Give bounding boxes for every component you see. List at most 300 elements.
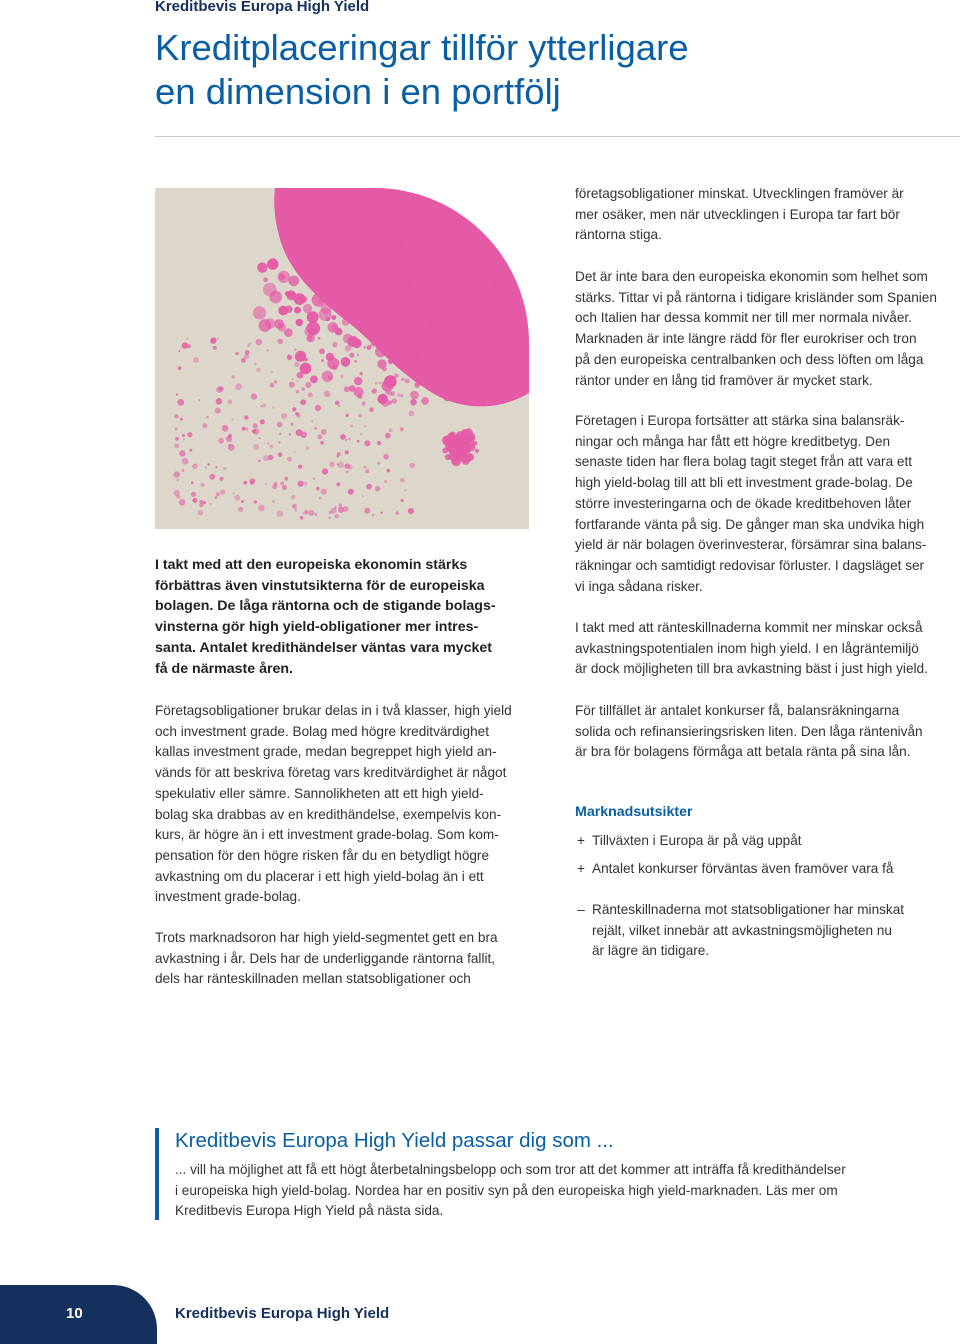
pigment-speck [387, 469, 391, 473]
pigment-speck [294, 451, 296, 453]
lead-line: I takt med att den europeiska ekonomin stärks [155, 557, 468, 573]
pigment-speck [429, 296, 438, 305]
pigment-speck [385, 433, 391, 439]
pigment-speck [297, 381, 299, 383]
pigment-speck [520, 341, 525, 346]
body-line: avkastningspotentialen inom high yield. I en lågräntemiljö [575, 640, 919, 656]
pigment-speck [317, 434, 322, 439]
pigment-speck [340, 434, 346, 440]
pigment-speck [382, 380, 394, 392]
pigment-speck [478, 287, 486, 295]
pigment-speck [349, 353, 354, 358]
pigment-speck [287, 291, 294, 298]
pigment-speck [367, 313, 379, 325]
pigment-speck [373, 233, 383, 243]
pigment-speck [294, 356, 296, 358]
body-line: Marknaden är inte längre rädd för fler eurokriser och tron [575, 331, 917, 347]
pigment-speck [338, 507, 344, 513]
pigment-speck [215, 408, 221, 414]
pigment-speck [282, 485, 287, 490]
outlook-item [575, 831, 802, 852]
pigment-speck [315, 405, 321, 411]
pigment-speck [471, 378, 484, 391]
pigment-speck [327, 269, 331, 273]
pigment-speck [287, 354, 290, 357]
pigment-speck [298, 254, 311, 267]
pigment-speck [250, 478, 256, 484]
pigment-speck [247, 344, 249, 346]
pigment-speck [316, 487, 320, 491]
pigment-speck [310, 376, 318, 384]
pigment-speck [462, 206, 467, 211]
pigment-speck [472, 353, 482, 363]
pigment-speck [304, 510, 308, 514]
pigment-speck [297, 372, 304, 379]
pigment-speck [259, 437, 261, 439]
pigment-speck [300, 432, 307, 439]
pigment-speck [377, 462, 380, 465]
pigment-speck [326, 273, 338, 285]
pigment-speck [192, 464, 198, 470]
pigment-speck [331, 315, 336, 320]
pigment-speck [478, 213, 490, 225]
body-line: räntor under en lång tid framöver är mycket stark. [575, 372, 873, 388]
pigment-speck [271, 371, 273, 373]
pigment-speck [379, 382, 381, 384]
body-paragraph [575, 701, 923, 763]
pigment-speck [411, 338, 414, 341]
pigment-speck [186, 337, 188, 339]
pigment-speck [344, 386, 350, 392]
body-line: Företagsobligationer brukar delas in i två klasser, high yield [155, 703, 512, 718]
pigment-speck [503, 247, 508, 252]
pigment-speck [381, 399, 389, 407]
lead-line: santa. Antalet kredithändelser väntas vara mycket [155, 639, 492, 656]
pigment-speck [369, 407, 374, 412]
pigment-speck [326, 317, 330, 321]
pigment-speck [382, 226, 389, 233]
pigment-speck [289, 382, 295, 388]
pigment-photo [155, 188, 529, 529]
pigment-speck [440, 361, 446, 367]
pigment-speck [370, 342, 375, 347]
pigment-speck [174, 490, 180, 496]
pigment-speck [294, 307, 301, 314]
pigment-speck [279, 433, 281, 435]
pigment-speck [198, 510, 203, 515]
pigment-speck [452, 228, 462, 238]
pigment-speck [372, 297, 385, 310]
pigment-speck [244, 354, 249, 359]
pigment-speck [341, 357, 351, 367]
pigment-speck [376, 273, 388, 285]
pigment-speck [235, 383, 242, 390]
pigment-speck [415, 215, 422, 222]
pigment-speck [399, 325, 406, 332]
pigment-speck [265, 318, 276, 329]
pigment-speck [478, 206, 486, 214]
pigment-speck [183, 438, 185, 440]
pigment-speck [407, 347, 421, 361]
pigment-speck [217, 338, 219, 340]
pigment-speck [291, 423, 294, 426]
pigment-speck [213, 346, 217, 350]
pigment-speck [268, 455, 273, 460]
body-line: vänds för att beskriva företag vars kreditvärdighet är något [155, 765, 507, 781]
outlook-item-text: Tillväxten i Europa är på väg uppåt [592, 833, 802, 848]
pigment-speck [394, 374, 399, 379]
pigment-speck [482, 319, 495, 332]
pigment-speck [234, 495, 240, 501]
pigment-speck [312, 293, 326, 307]
pigment-speck [405, 321, 413, 329]
pigment-speck [421, 397, 429, 405]
pigment-speck [182, 469, 185, 472]
pigment-speck [252, 429, 256, 433]
pigment-speck [404, 489, 406, 491]
pigment-speck [211, 337, 217, 343]
pigment-speck [278, 453, 283, 458]
pigment-speck [294, 362, 300, 368]
pigment-speck [338, 405, 340, 407]
pigment-speck [414, 382, 420, 388]
pigment-speck [175, 427, 178, 430]
pigment-speck [504, 323, 509, 328]
pigment-speck [312, 249, 322, 259]
pigment-speck [285, 306, 292, 313]
pigment-speck [315, 427, 317, 429]
body-line: dels har ränteskillnaden mellan statsobligationer och [155, 971, 471, 987]
plus-icon: + [577, 861, 585, 876]
pigment-speck [346, 271, 351, 276]
pigment-speck [180, 418, 183, 421]
pigment-speck [439, 376, 445, 382]
body-line: kurs, är högre än i ett investment grade-bolag. Som kom- [155, 827, 499, 843]
pigment-speck [389, 428, 393, 432]
pigment-speck [205, 466, 207, 468]
pigment-speck [431, 370, 437, 376]
pigment-speck [199, 500, 203, 504]
pigment-speck [187, 432, 192, 437]
pigment-speck [362, 495, 364, 497]
pigment-speck [295, 412, 299, 416]
pigment-speck [412, 308, 425, 321]
pigment-speck [209, 474, 215, 480]
pigment-speck [260, 419, 265, 424]
pigment-speck [364, 466, 367, 469]
pigment-speck [490, 221, 501, 232]
pigment-speck [251, 393, 257, 399]
body-paragraph [575, 267, 937, 391]
body-paragraph [155, 701, 512, 908]
pigment-speck [342, 318, 350, 326]
pigment-speck [348, 489, 354, 495]
pigment-speck [392, 398, 398, 404]
pigment-speck [364, 508, 370, 514]
pigment-speck [307, 311, 319, 323]
pigment-speck [253, 306, 266, 319]
pigment-speck [510, 285, 523, 298]
pigment-speck [447, 293, 458, 304]
pigment-speck [338, 240, 344, 246]
pigment-speck [206, 416, 208, 418]
pigment-speck [363, 346, 366, 349]
pigment-speck [315, 513, 318, 516]
page-number: 10 [66, 1305, 83, 1322]
pigment-speck [218, 438, 224, 444]
pigment-speck [515, 250, 526, 261]
pigment-speck [319, 497, 322, 500]
pigment-speck [351, 279, 362, 290]
pigment-speck [292, 504, 297, 509]
body-line: Trots marknadsoron har high yield-segmentet gett en bra [155, 930, 498, 945]
pigment-speck [357, 341, 361, 345]
pigment-speck [486, 294, 498, 306]
pigment-speck [392, 237, 406, 251]
pigment-speck [487, 260, 499, 272]
pigment-speck [313, 478, 315, 480]
pigment-speck [401, 499, 404, 502]
pigment-speck [388, 314, 393, 319]
pigment-speck [357, 354, 359, 356]
pigment-speck [301, 296, 308, 303]
pigment-speck [189, 449, 192, 452]
pigment-speck [475, 449, 479, 453]
plus-icon: + [577, 833, 585, 848]
pigment-speck [178, 350, 180, 352]
pigment-speck [446, 263, 451, 268]
body-line: och Italien har dessa kommit ner till mer normala nivåer. [575, 310, 912, 326]
pigment-speck [359, 259, 371, 271]
pigment-speck [461, 327, 474, 340]
pigment-speck [210, 503, 212, 505]
body-line: mer osäker, men när utvecklingen i Europa tar fart bör [575, 206, 900, 222]
pigment-speck [296, 230, 302, 236]
pigment-speck [399, 273, 410, 284]
pigment-speck [257, 262, 267, 272]
pigment-speck [437, 231, 446, 240]
pigment-speck [394, 285, 405, 296]
pigment-speck [361, 288, 370, 297]
pigment-speck [281, 413, 287, 419]
pigment-speck [300, 516, 304, 520]
pigment-speck [375, 346, 386, 357]
pigment-speck [410, 463, 415, 468]
pigment-speck [174, 414, 178, 418]
pigment-speck [326, 353, 334, 361]
pigment-speck [479, 247, 487, 255]
pigment-speck [358, 414, 362, 418]
pigment-speck [360, 210, 373, 223]
pigment-speck [176, 393, 178, 395]
pigment-speck [469, 278, 481, 290]
pigment-speck [289, 276, 300, 287]
lead-line: bolagen. De låga räntorna och de stigande bolags- [155, 598, 496, 615]
body-line: på den europeiska centralbanken och dess löften om låga [575, 351, 924, 367]
pigment-speck [384, 480, 387, 483]
pigment-speck [235, 352, 239, 356]
pigment-speck [375, 486, 380, 491]
pigment-speck [334, 507, 336, 509]
lead-line: få de närmaste åren. [155, 660, 293, 677]
body-line: stärks. Tittar vi på räntorna i tidigare krisländer som Spanien [575, 289, 937, 305]
pigment-speck [343, 237, 355, 249]
pigment-speck [241, 500, 244, 503]
pigment-speck [451, 255, 461, 265]
pigment-speck [372, 514, 374, 516]
pigment-speck [454, 367, 466, 379]
body-line: senaste tiden har flera bolag tagit steget från att vara ett [575, 454, 913, 470]
pigment-speck [332, 342, 337, 347]
callout-line: i europeiska high yield-bolag. Nordea har en positiv syn på den europeiska high yield-marknaden. Läs mer om [175, 1182, 838, 1198]
pigment-speck [289, 433, 291, 435]
body-line: är bra för bolagens förmåga att betala ränta på sina lån. [575, 744, 911, 760]
pigment-speck [437, 324, 449, 336]
pigment-speck [401, 394, 404, 397]
pigment-speck [265, 483, 267, 485]
pigment-speck [421, 258, 427, 264]
pigment-speck [176, 479, 179, 482]
pigment-speck [267, 442, 269, 444]
body-line: är dock möjligheten till bra avkastning bäst i just high yield. [575, 661, 928, 677]
pigment-speck [395, 261, 402, 268]
pigment-speck [402, 255, 412, 265]
pigment-speck [393, 333, 400, 340]
pigment-speck [269, 291, 282, 304]
pigment-speck [387, 248, 394, 255]
headline-line: Kreditplaceringar tillför ytterligare [155, 27, 689, 68]
pigment-speck [389, 194, 393, 198]
pigment-speck [362, 402, 366, 406]
body-line: räkningar och samtidigt redovisar förluster. I dagsläget ser [575, 557, 925, 573]
body-line: solida och refinansieringsrisken liten. Den låga räntenivån [575, 723, 923, 739]
pigment-speck [337, 455, 339, 457]
pigment-speck [332, 364, 338, 370]
pigment-speck [306, 446, 309, 449]
pigment-speck [296, 319, 303, 326]
pigment-speck [272, 500, 274, 502]
pigment-speck [469, 250, 474, 255]
outlook-item-text: rejält, vilket innebär att avkastningsmöjligheten nu [592, 922, 892, 938]
pigment-speck [328, 375, 332, 379]
pigment-speck [278, 323, 286, 331]
pigment-speck [423, 253, 428, 258]
pigment-speck [335, 401, 340, 406]
footer-title: Kreditbevis Europa High Yield [175, 1305, 390, 1322]
body-paragraph [575, 184, 904, 246]
pigment-speck [383, 289, 393, 299]
pigment-speck [232, 419, 234, 421]
pigment-speck [406, 215, 414, 223]
pigment-speck [359, 298, 364, 303]
pigment-speck [270, 445, 274, 449]
pigment-speck [410, 391, 419, 400]
body-line: kallas investment grade, medan begreppet high yield an- [155, 744, 497, 760]
pigment-speck [292, 378, 294, 380]
pigment-speck [356, 313, 361, 318]
pigment-speck [242, 427, 246, 431]
pigment-speck [277, 422, 283, 428]
pigment-speck [342, 306, 354, 318]
pigment-speck [253, 423, 258, 428]
pigment-speck [182, 434, 185, 437]
body-line: spekulativ eller sämre. Sannolikheten att ett high yield- [155, 785, 484, 801]
lead-line: förbättras även vinstutsikterna för de europeiska [155, 577, 485, 594]
pigment-speck [207, 463, 210, 466]
pigment-speck [394, 359, 397, 362]
pigment-speck [436, 219, 447, 230]
pigment-speck [345, 450, 349, 454]
pigment-speck [455, 219, 459, 223]
pigment-speck [375, 382, 378, 385]
pigment-speck [253, 444, 259, 450]
pigment-speck [357, 389, 359, 391]
pigment-speck [220, 477, 224, 481]
pigment-speck [365, 440, 371, 446]
pigment-speck [267, 258, 278, 269]
body-line: pensation för den högre risken får du en betydligt högre [155, 847, 490, 863]
pigment-speck [354, 377, 363, 386]
pigment-speck [487, 229, 495, 237]
pigment-speck [447, 433, 456, 442]
pigment-speck [294, 214, 306, 226]
pigment-speck [430, 271, 435, 276]
pigment-speck [298, 465, 302, 469]
pigment-speck [192, 498, 197, 503]
pigment-speck [459, 443, 467, 451]
pigment-speck [350, 424, 353, 427]
pigment-speck [305, 358, 308, 361]
pigment-speck [340, 375, 343, 378]
pigment-speck [232, 375, 235, 378]
pigment-speck [292, 407, 296, 411]
pigment-speck [338, 462, 345, 469]
body-line: I takt med att ränteskillnaderna kommit ner minskar också [575, 620, 923, 635]
pigment-speck [395, 311, 407, 323]
callout-accent-bar [155, 1128, 159, 1220]
pigment-speck [318, 337, 321, 340]
body-line: och investment grade. Bolag med högre kreditvärdighet [155, 723, 489, 739]
pigment-speck [179, 499, 185, 505]
pigment-speck [267, 349, 269, 351]
pigment-speck [357, 394, 362, 399]
pigment-speck [335, 514, 339, 518]
callout-title: Kreditbevis Europa High Yield passar dig som ... [175, 1129, 614, 1152]
pigment-speck [263, 277, 268, 282]
pigment-speck [256, 339, 263, 346]
pigment-speck [497, 364, 508, 375]
pigment-speck [270, 383, 275, 388]
section-kicker: Kreditbevis Europa High Yield [155, 0, 370, 15]
body-line: För tillfället är antalet konkurser få, balansräkningarna [575, 703, 900, 718]
callout-line: ... vill ha möjlighet att få ett högt återbetalningsbelopp och som tror att det kommer att inträffa få kredithändelser [175, 1162, 846, 1177]
pigment-speck [328, 517, 330, 519]
pigment-speck [452, 443, 456, 447]
pigment-speck [403, 341, 410, 348]
pigment-speck [226, 436, 232, 442]
pigment-speck [321, 429, 327, 435]
pigment-speck [173, 471, 180, 478]
pigment-speck [345, 439, 347, 441]
pigment-speck [298, 481, 304, 487]
pigment-speck [441, 270, 447, 276]
body-line: avkastning i år. Dels har de underliggande räntorna fallit, [155, 950, 496, 966]
pigment-speck [191, 481, 194, 484]
pigment-speck [348, 438, 351, 441]
pigment-speck [222, 425, 229, 432]
pigment-speck [258, 460, 261, 463]
pigment-speck [401, 378, 405, 382]
